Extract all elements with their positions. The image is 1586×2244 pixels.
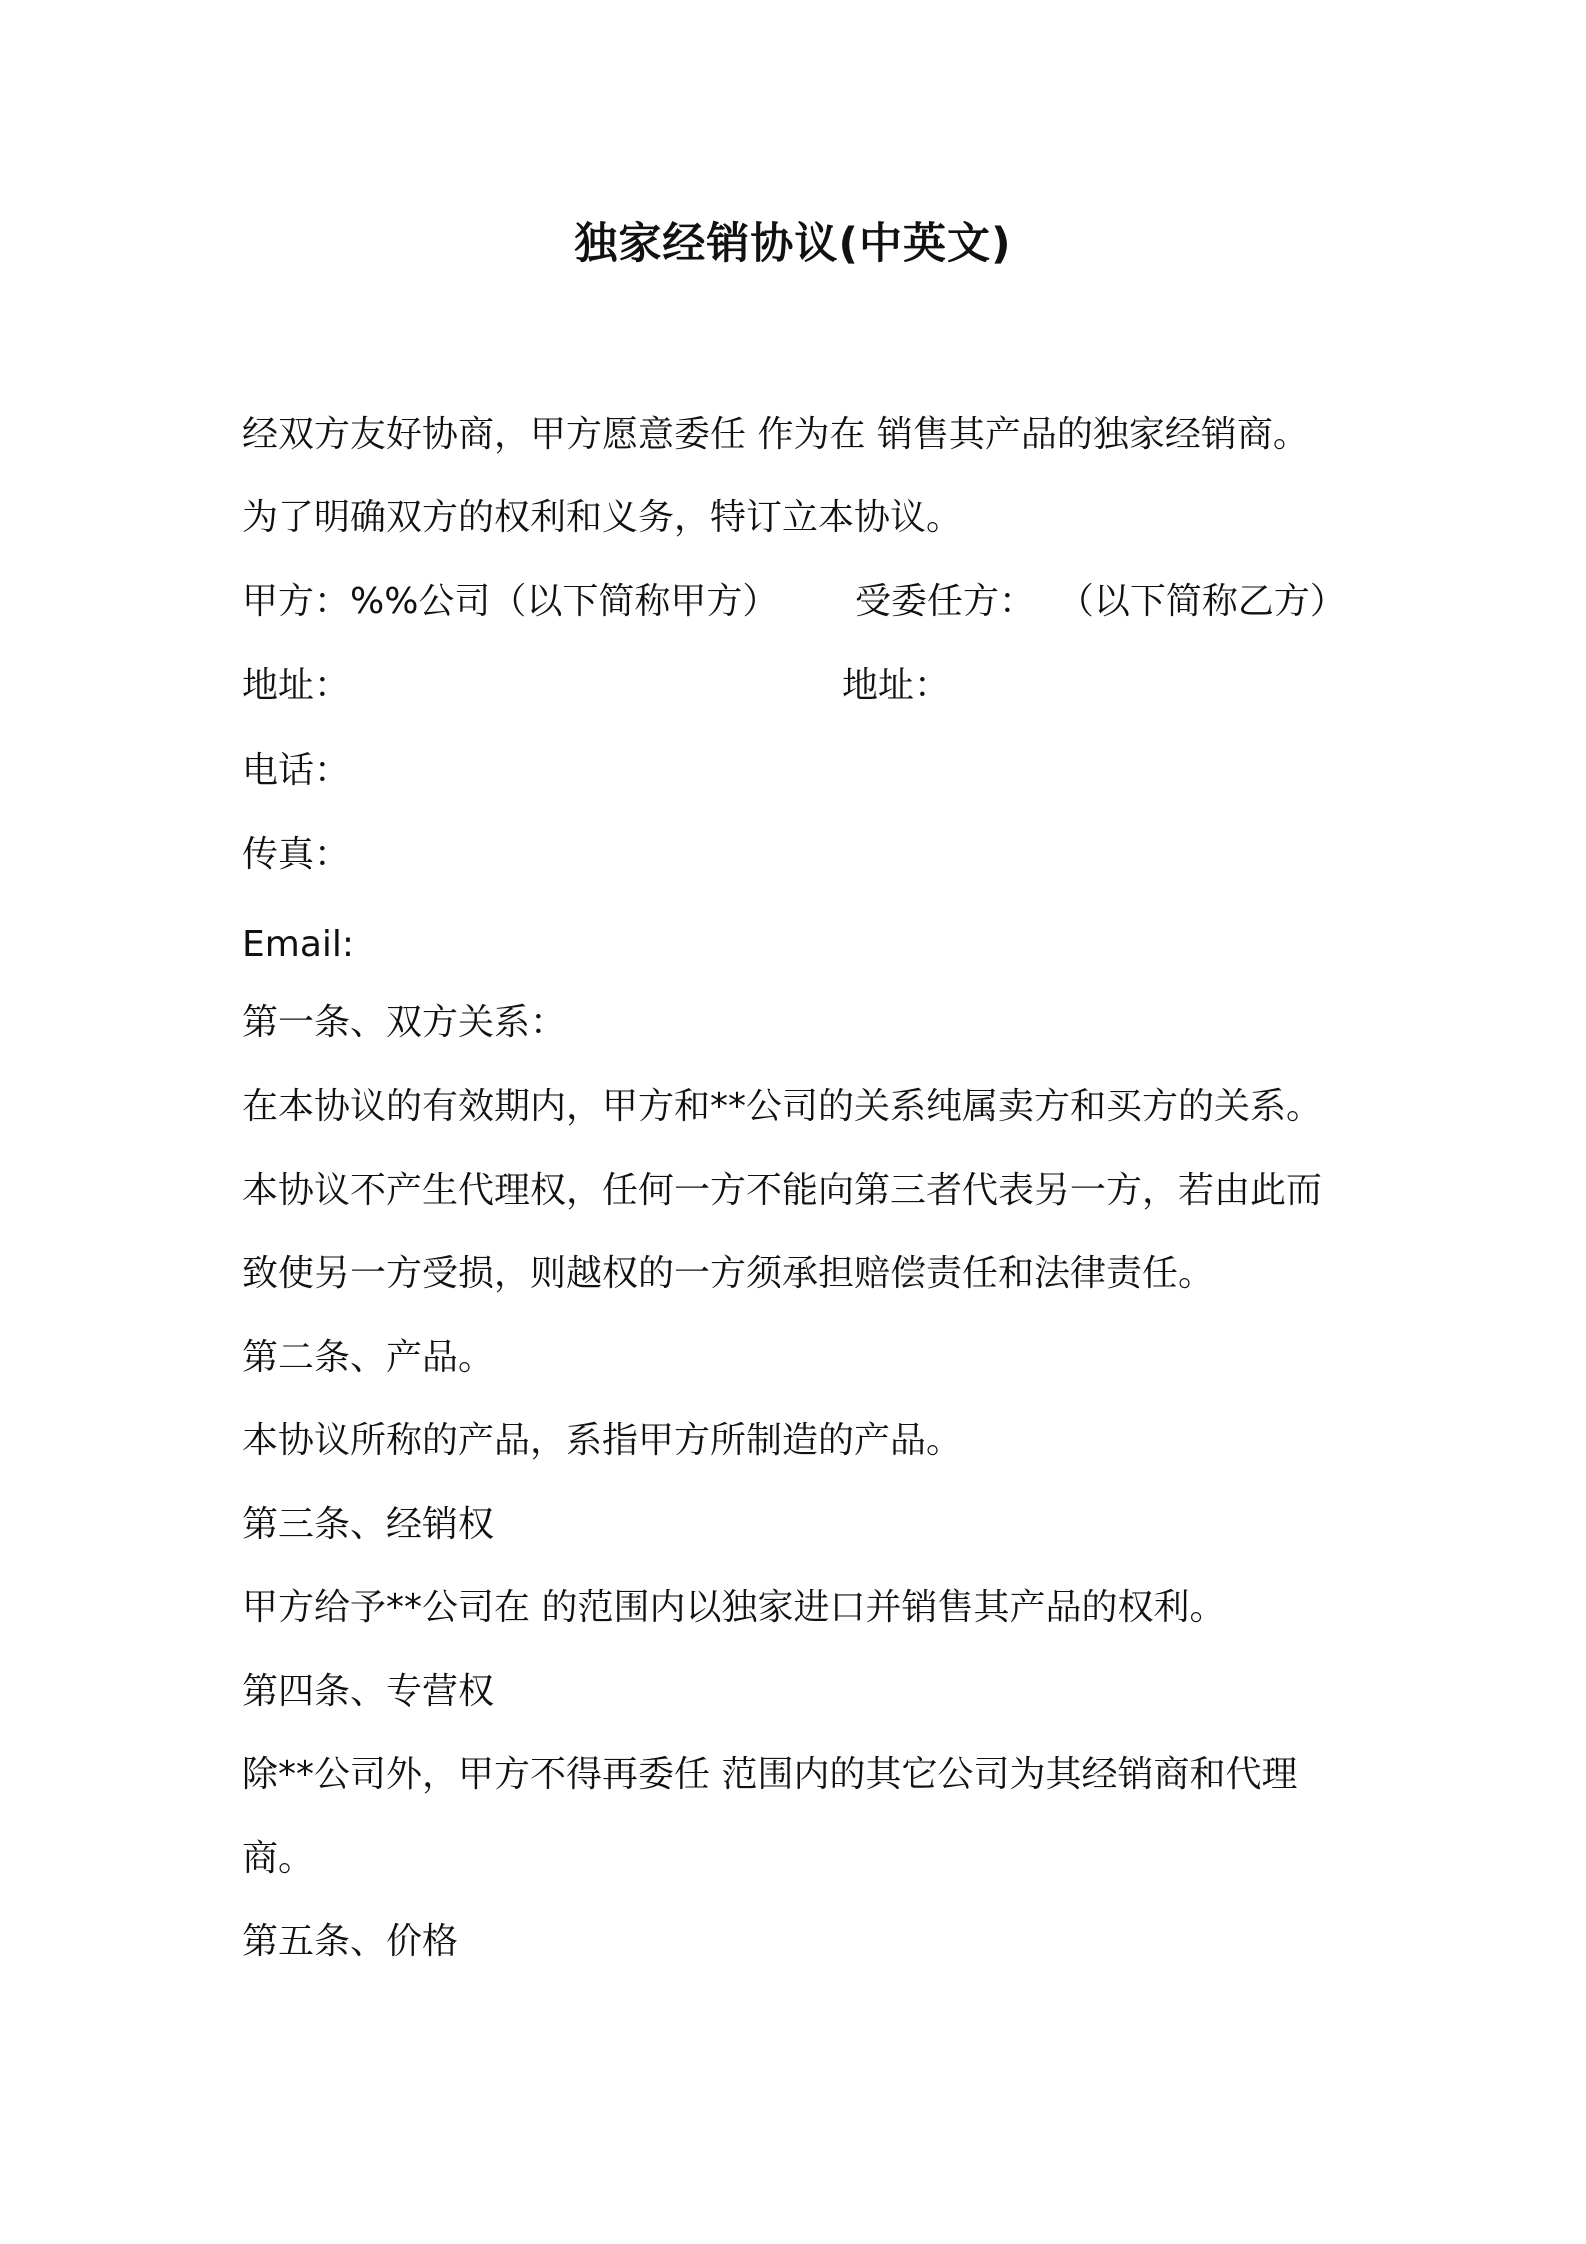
article-1-paragraph-1: 在本协议的有效期内，甲方和**公司的关系纯属卖方和买方的关系。 (242, 1086, 1323, 1127)
article-1-paragraph-2-line-2: 致使另一方受损，则越权的一方须承担赔偿责任和法律责任。 (242, 1253, 1215, 1294)
article-4-paragraph-line-2: 商。 (242, 1838, 315, 1879)
phone-label: 电话： (242, 750, 351, 791)
intro-line-2: 为了明确双方的权利和义务，特订立本协议。 (242, 497, 963, 538)
article-4-heading: 第四条、专营权 (242, 1671, 495, 1712)
party-b: 受委任方： （以下简称乙方） (855, 581, 1346, 622)
article-3-paragraph: 甲方给予**公司在 的范围内以独家进口并销售其产品的权利。 (242, 1587, 1226, 1628)
party-a: 甲方：%%公司（以下简称甲方） (242, 581, 779, 622)
address-b: 地址： (842, 665, 951, 706)
article-4-paragraph-line-1: 除**公司外，甲方不得再委任 范围内的其它公司为其经销商和代理 (242, 1754, 1298, 1795)
article-3-heading: 第三条、经销权 (242, 1504, 495, 1545)
fax-label: 传真： (242, 834, 351, 875)
article-1-heading: 第一条、双方关系： (242, 1002, 567, 1043)
document-title: 独家经销协议(中英文) (574, 219, 1012, 269)
article-2-paragraph: 本协议所称的产品，系指甲方所制造的产品。 (242, 1420, 963, 1461)
address-a: 地址： (242, 665, 351, 706)
article-2-heading: 第二条、产品。 (242, 1337, 495, 1378)
article-5-heading: 第五条、价格 (242, 1921, 459, 1962)
article-1-paragraph-2-line-1: 本协议不产生代理权，任何一方不能向第三者代表另一方，若由此而 (242, 1170, 1323, 1211)
intro-line-1: 经双方友好协商，甲方愿意委任 作为在 销售其产品的独家经销商。 (242, 414, 1309, 455)
email-label: Email: (242, 924, 355, 965)
